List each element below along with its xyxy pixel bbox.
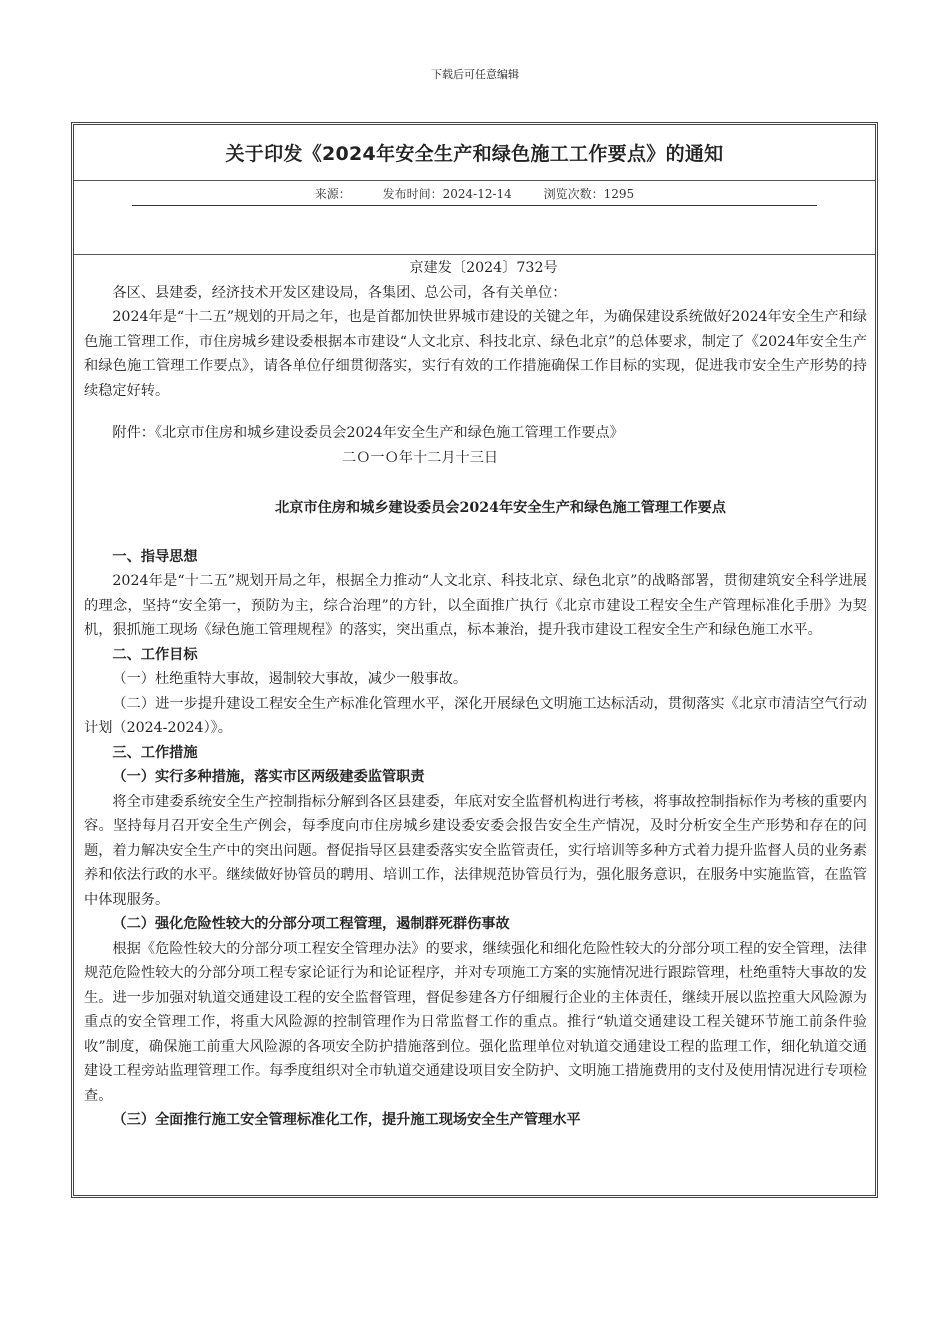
publish-time: 发布时间：2024-12-14 — [382, 187, 512, 201]
source-label: 来源： — [314, 187, 351, 201]
measure-paragraph: 将全市建委系统安全生产控制指标分解到各区县建委，年底对安全监督机构进行考核，将事故控制指标作为考核的重要内容。坚持每月召开安全生产例会，每季度向市住房城乡建设委安委会报告安全生产情况，及时分析安全生产形势和存在的问题，着力解决安全生产中的突出问题。督促指导区县建委落实安全监管责任，实行培训等多种方式着力提升监督人员的业务素养和依法行政的水平。继续做好协管员的聘用、培训工作，法律规范协管员行为，强化服务意识，在服务中实施监管，在监管中体现服务。 — [84, 793, 867, 908]
recipients: 各区、县建委，经济技术开发区建设局，各集团、总公司，各有关单位： — [112, 284, 567, 301]
section-heading: 三、工作措施 — [112, 744, 198, 761]
meta-divider — [132, 205, 817, 206]
attachment-link[interactable]: 附件：《北京市住房和城乡建设委员会2024年安全生产和绿色施工管理工作要点》 — [112, 425, 624, 441]
attachment-title: 北京市住房和城乡建设委员会2024年安全生产和绿色施工管理工作要点 — [275, 500, 726, 516]
section-heading: 一、指导思想 — [112, 548, 198, 565]
section-heading: 二、工作目标 — [112, 646, 198, 663]
doc-number: 京建发〔2024〕732号 — [409, 260, 558, 276]
notice-frame — [71, 122, 878, 1198]
measure-paragraph: 根据《危险性较大的分部分项工程安全管理办法》的要求，继续强化和细化危险性较大的分部分项工程的安全管理，法律规范危险性较大的分部分项工程专家论证行为和论证程序，并对专项施工方案的实施情况进行跟踪管理，杜绝重特大事故的发生。进一步加强对轨道交通建设工程的安全监督管理，督促参建各方仔细履行企业的主体责任，继续开展以监控重大风险源为重点的安全管理工作，将重大风险源的控制管理作为日常监督工作的重点。推行“轨道交通建设工程关键环节施工前条件验收”制度，确保施工前重大风险源的各项安全防护措施落到位。强化监理单位对轨道交通建设工程的监理工作，细化轨道交通建设工程旁站监理管理工作。每季度组织对全市轨道交通建设项目安全防护、文明施工措施费用的支付及使用情况进行专项检查。 — [84, 940, 867, 1104]
intro-paragraph: 2024年是“十二五”规划的开局之年，也是首都加快世界城市建设的关键之年，为确保建设系统做好2024年安全生产和绿色施工管理工作，市住房城乡建设委根据本市建设“人文北京、科技北京、绿色北京”的总体要求，制定了《2024年安全生产和绿色施工管理工作要点》，请各单位仔细贯彻落实，实行有效的工作措施确保工作目标的实现，促进我市安全生产形势的持续稳定好转。 — [84, 309, 867, 399]
view-count: 浏览次数：1295 — [543, 187, 635, 201]
section-paragraph: 2024年是“十二五”规划开局之年，根据全力推动“人文北京、科技北京、绿色北京”的战略部署，贯彻建筑安全科学进展的理念，坚持“安全第一，预防为主，综合治理”的方针，以全面推广执行《北京市建设工程安全生产管理标准化手册》为契机，狠抓施工现场《绿色施工管理规程》的落实，突出重点，标本兼治，提升我市建设工程安全生产和绿色施工水平。 — [84, 573, 867, 638]
meta-cell — [74, 181, 875, 255]
issue-date: 二Ｏ一Ｏ年十二月十三日 — [342, 449, 499, 466]
title-cell — [74, 125, 875, 181]
download-note: 下载后可任意编辑 — [431, 68, 519, 81]
measure-heading: （二）强化危险性较大的分部分项工程管理，遏制群死群伤事故 — [112, 916, 510, 932]
page-title: 关于印发《2024年安全生产和绿色施工工作要点》的通知 — [225, 143, 724, 165]
meta-line — [74, 185, 875, 202]
notice-body — [84, 256, 867, 1133]
goal-item: （二）进一步提升建设工程安全生产标准化管理水平，深化开展绿色文明施工达标活动，贯彻落实《北京市清洁空气行动计划（2024-2024）》。 — [84, 695, 867, 736]
goal-item: （一）杜绝重特大事故，遏制较大事故，减少一般事故。 — [112, 671, 468, 687]
measure-heading: （三）全面推行施工安全管理标准化工作，提升施工现场安全生产管理水平 — [112, 1112, 581, 1128]
measure-heading: （一）实行多种措施，落实市区两级建委监管职责 — [112, 769, 425, 785]
